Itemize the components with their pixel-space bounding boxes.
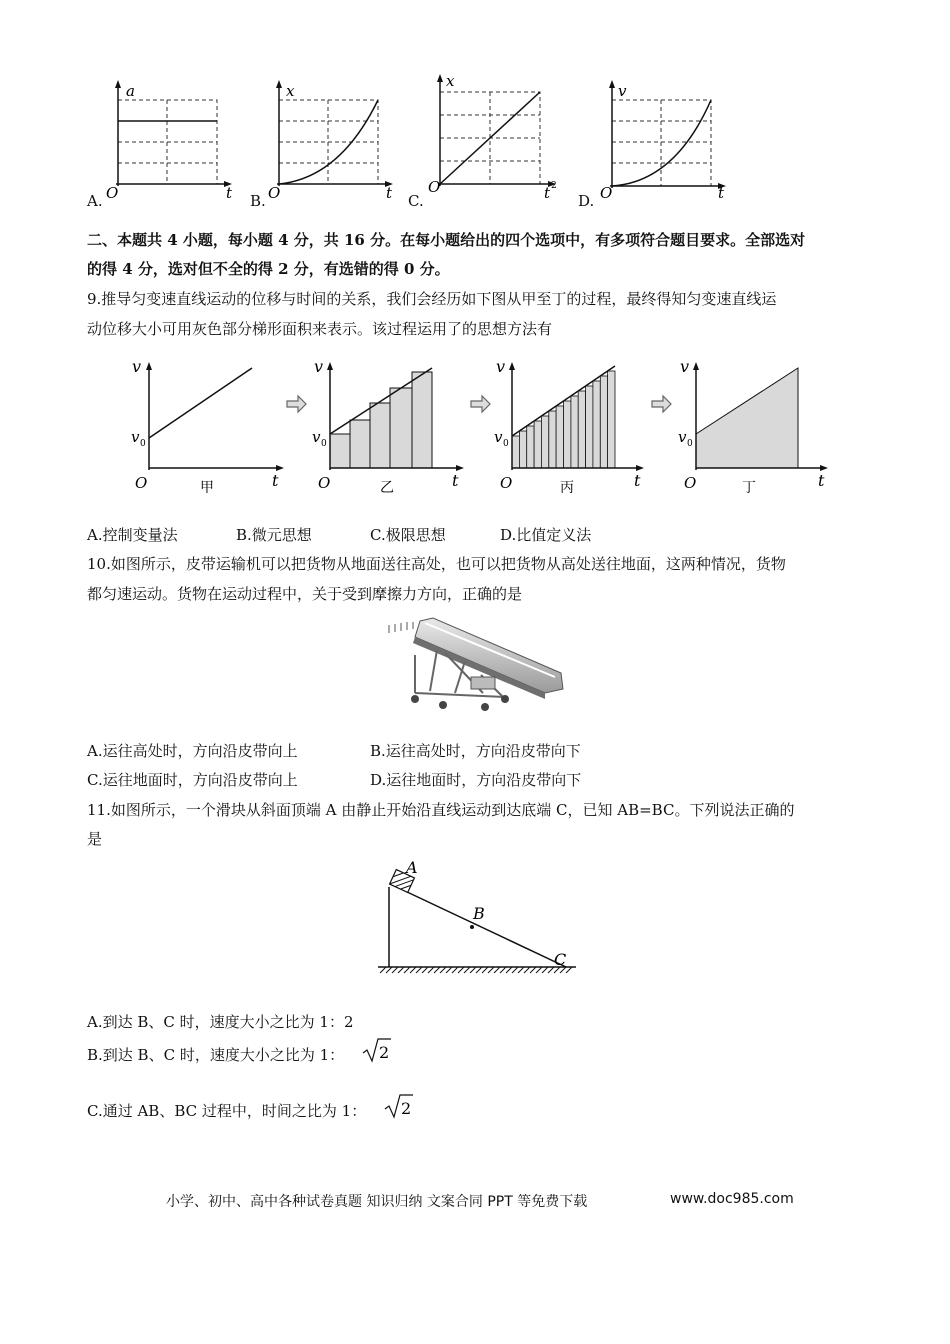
y-axis-label: a [126,82,135,100]
q11-stem-line2: 是 [87,830,103,848]
svg-text:0: 0 [503,439,509,449]
svg-text:0: 0 [687,439,693,449]
q9-stem-line1: 9.推导匀变速直线运动的位移与时间的关系，我们会经历如下图从甲至丁的过程，最终得知匀变速直线运 [87,290,777,308]
svg-text:v: v [496,357,506,376]
footer-link[interactable]: www.doc985.com [670,1191,794,1207]
sqrt-radicand: 2 [379,1043,390,1062]
option-label: C. [408,192,424,210]
micro-bar [586,386,593,468]
x-axis-label: t [226,184,233,202]
origin-label: O [268,184,281,202]
q9-stem-line2: 动位移大小可用灰色部分梯形面积来表示。该过程运用了的思想方法有 [87,320,553,338]
graph-v-t [0,0,950,220]
option-label: D. [578,192,595,210]
graph-bing [494,357,644,496]
q9-option-c[interactable]: C.极限思想 [370,526,446,544]
section2-heading-line2: 的得 4 分，选对但不全的得 2 分，有选错的得 0 分。 [87,260,450,278]
q10-option-b[interactable]: B.运往高处时，方向沿皮带向下 [370,742,581,760]
micro-bar [512,436,519,468]
q10-stem-line1: 10.如图所示，皮带运输机可以把货物从地面送往高处，也可以把货物从高处送往地面，这两种情况，货物 [87,555,786,573]
micro-bar [549,411,556,468]
q10-option-a[interactable]: A.运往高处时，方向沿皮带向上 [87,742,298,760]
svg-text:v: v [132,357,142,376]
arrow-right-icon [652,396,671,412]
micro-bar [556,406,563,468]
x-axis-superscript: 2 [551,181,557,191]
micro-bar [564,401,571,468]
sqrt-symbol [361,1037,391,1065]
incline-figure [0,855,950,985]
svg-text:O: O [318,474,331,492]
graph-jia [131,357,284,496]
q10-stem-line2: 都匀速运动。货物在运动过程中，关于受到摩擦力方向，正确的是 [87,585,523,603]
micro-bar [519,431,526,468]
q10-option-c[interactable]: C.运往地面时，方向沿皮带向上 [87,771,298,789]
option-label: B. [250,192,266,210]
micro-bar [578,391,585,468]
graph-ding [678,357,828,496]
y-axis-label: x [286,82,295,100]
graph-yi [312,357,464,496]
svg-text:0: 0 [140,439,146,449]
micro-bar [608,371,615,468]
q9-option-d[interactable]: D.比值定义法 [500,526,592,544]
point-c-label: C [554,950,567,969]
y-axis-label: x [446,72,455,90]
svg-text:v: v [494,428,503,446]
svg-text:丁: 丁 [742,480,756,496]
sqrt-symbol [383,1093,413,1121]
svg-text:O: O [500,474,513,492]
section2-heading-line1: 二、本题共 4 小题，每小题 4 分，共 16 分。在每小题给出的四个选项中，有多项符合题目要求。全部选对 [87,231,806,249]
arrow-right-icon [471,396,490,412]
origin-label: O [600,184,613,202]
svg-text:t: t [272,471,279,490]
q11-stem-line1: 11.如图所示，一个滑块从斜面顶端 A 由静止开始沿直线运动到达底端 C，已知 AB=BC。下列说法正确的 [87,801,795,819]
point-b-label: B [473,904,485,923]
q11-option-c[interactable]: C.通过 AB、BC 过程中，时间之比为 1： [87,1102,367,1120]
svg-text:v: v [312,428,321,446]
svg-text:v: v [314,357,324,376]
svg-text:O: O [135,474,148,492]
svg-text:t: t [818,471,825,490]
micro-bar [527,426,534,468]
svg-text:甲: 甲 [200,480,214,496]
origin-label: O [106,184,119,202]
x-axis-label: t [386,184,393,202]
micro-bar [534,421,541,468]
x-axis-label: t [718,184,725,202]
svg-text:丙: 丙 [560,480,574,496]
svg-text:O: O [684,474,697,492]
q11-option-a[interactable]: A.到达 B、C 时，速度大小之比为 1：2 [87,1013,354,1031]
y-axis-label: v [618,82,627,100]
point-a-label: A [406,858,418,877]
belt-conveyor-image [385,615,575,725]
svg-text:t: t [634,471,641,490]
option-label: A. [87,192,103,210]
micro-bar [541,416,548,468]
sqrt-radicand: 2 [401,1099,412,1118]
q9-option-a[interactable]: A.控制变量法 [87,526,178,544]
svg-text:0: 0 [321,439,327,449]
micro-bar [571,396,578,468]
q9-figure [0,350,950,520]
micro-bar [593,381,600,468]
q11-option-b[interactable]: B.到达 B、C 时，速度大小之比为 1： [87,1046,345,1064]
x-axis-label: t [544,184,551,202]
svg-text:v: v [131,428,140,446]
svg-text:v: v [678,428,687,446]
footer-text: 小学、初中、高中各种试卷真题 知识归纳 文案合同 PPT 等免费下载 [166,1194,588,1210]
svg-text:乙: 乙 [380,480,394,496]
svg-text:v: v [680,357,690,376]
arrow-right-icon [287,396,306,412]
q10-option-d[interactable]: D.运往地面时，方向沿皮带向下 [370,771,582,789]
svg-text:t: t [452,471,459,490]
origin-label: O [428,178,441,196]
q9-option-b[interactable]: B.微元思想 [236,526,312,544]
micro-bar [600,376,607,468]
